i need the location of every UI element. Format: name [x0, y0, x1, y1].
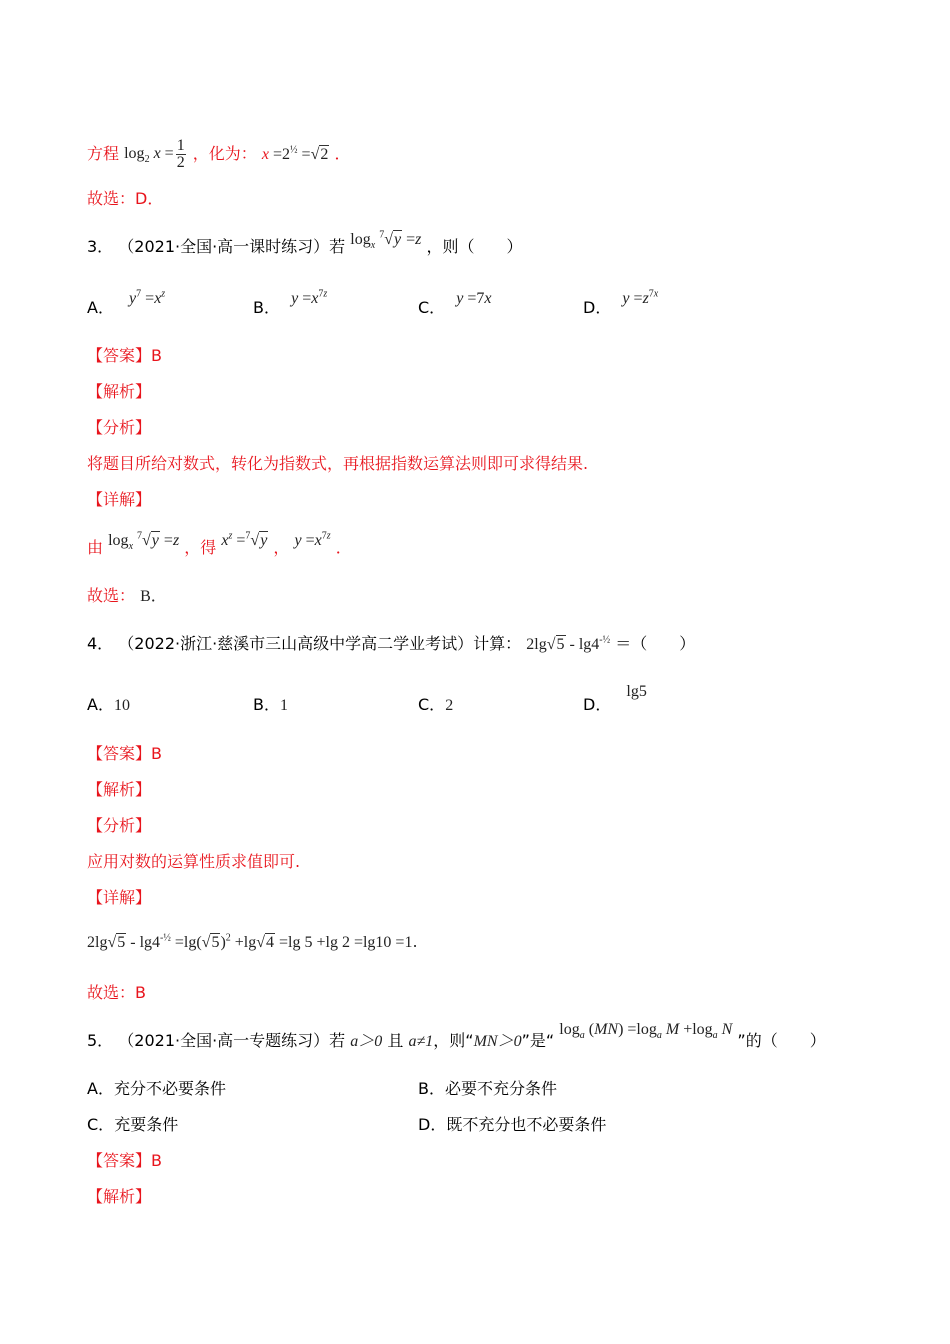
q3-detail-formula-2: $x^z =^7√y$ — [221, 530, 268, 549]
q5-jiexi-heading: 【解析】 — [87, 1187, 152, 1206]
q3-detail-comma: ， — [273, 538, 290, 557]
q4-option-b-value: 1 — [279, 697, 288, 714]
q4-option-c-value: 2 — [445, 697, 454, 714]
prev-eq-end: ． — [334, 144, 351, 163]
q3-option-c-formula: y =7x — [456, 290, 492, 307]
q4-formula: $2\lg√5 - \lg 4^{-\frac{1}{2}}$ — [526, 634, 611, 653]
q5-option-d-letter: D． — [418, 1115, 447, 1134]
q5-option-a[interactable] — [87, 1079, 226, 1099]
q4-option-c[interactable] — [418, 695, 453, 716]
q5-option-c-letter: C． — [87, 1115, 115, 1134]
q5-cond1: a＞0 — [350, 1033, 383, 1050]
q5-number: 5． — [87, 1031, 114, 1050]
q4-stem-end: ＝（ ） — [615, 634, 696, 653]
q3-option-a-letter: A． — [87, 298, 114, 317]
q3-option-c-letter: C． — [418, 298, 446, 317]
prev-conclusion: 故选：D． — [87, 189, 164, 208]
q5-option-a-text: 充分不必要条件 — [113, 1079, 226, 1098]
q4-stem — [87, 634, 695, 655]
q3-detail-you: 由 — [87, 538, 104, 557]
q3-conclusion — [87, 586, 167, 607]
q3-formula: $\log_x ^7√y =z$ — [350, 229, 422, 252]
q4-answer: 【答案】B — [87, 744, 162, 763]
q3-option-b[interactable] — [253, 288, 328, 319]
q5-answer: 【答案】B — [87, 1151, 162, 1170]
q3-answer: 【答案】B — [87, 346, 162, 365]
q4-option-a-letter: A． — [87, 695, 114, 714]
q3-option-d-formula: $y =z^{7x}$ — [622, 288, 659, 307]
q3-detail-line — [87, 530, 352, 559]
q3-option-a-formula: $y^7 =x^z$ — [129, 288, 166, 307]
q5-option-b[interactable] — [418, 1079, 557, 1099]
q3-detail-formula-1: $\log_x ^7√y =z$ — [108, 530, 180, 553]
q5-option-c-text: 充要条件 — [114, 1115, 179, 1134]
q4-source: （2022·浙江·慈溪市三山高级中学高二学业考试）计算： — [118, 634, 522, 653]
prev-eq-result: $x =2^{\frac{1}{2}} =√2$ — [261, 144, 329, 163]
q3-jiexi-heading: 【解析】 — [87, 382, 152, 401]
q4-option-b[interactable] — [253, 695, 288, 716]
q3-detail-end: ． — [335, 538, 352, 557]
q5-option-b-letter: B． — [418, 1079, 445, 1098]
q5-formula: $\log_a (MN) =\log_a$ $M +\log_a$ N — [559, 1021, 733, 1042]
q4-option-d[interactable] — [583, 683, 647, 716]
q4-conclusion: 故选：B — [87, 983, 146, 1002]
q4-option-a-value: 10 — [113, 697, 130, 714]
q4-jiexi-heading: 【解析】 — [87, 780, 152, 799]
q5-ze: ，则“ — [433, 1031, 474, 1050]
prev-eq-formula: $\log_2 x$ = $\frac{1}{2}$ — [124, 137, 185, 171]
q5-option-c[interactable] — [87, 1115, 178, 1135]
q3-analysis-text: 将题目所给对数式，转化为指数式，再根据指数运算法则即可求得结果. — [87, 454, 589, 473]
q4-xiangjie-heading: 【详解】 — [87, 888, 152, 907]
q3-conclusion-prefix: 故选： — [87, 586, 136, 605]
q3-stem-end: ，则（ ） — [426, 237, 523, 256]
q3-detail-formula-3: $y =x^{7z}$ — [294, 530, 331, 549]
q3-detail-de: ，得 — [184, 538, 217, 557]
q4-option-d-letter: D． — [583, 695, 612, 714]
q5-option-b-text: 必要不充分条件 — [444, 1079, 557, 1098]
q4-detail-formula: $2\lg√5 - \lg 4^{-\frac{1}{2}} =\lg(√5)^2 +\lg√4 =\lg$ 5 +lg 2 =lg10 =1. — [87, 932, 418, 951]
q3-number: 3． — [87, 237, 114, 256]
q3-option-c[interactable] — [418, 290, 492, 319]
q5-shi: ”是“ — [521, 1031, 555, 1050]
q5-de: ”的（ ） — [737, 1031, 826, 1050]
q3-stem — [87, 229, 523, 258]
q5-option-a-letter: A． — [87, 1079, 114, 1098]
q4-option-c-letter: C． — [418, 695, 446, 714]
q4-option-b-letter: B． — [253, 695, 280, 714]
prev-equation-line — [87, 138, 350, 171]
q5-mn: MN＞0 — [473, 1033, 522, 1050]
prev-eq-label: 方程 — [87, 144, 120, 163]
q4-number: 4． — [87, 634, 114, 653]
q3-option-b-letter: B． — [253, 298, 280, 317]
q3-option-a[interactable] — [87, 288, 166, 319]
q5-option-d-text: 既不充分也不必要条件 — [446, 1115, 607, 1134]
q3-xiangjie-heading: 【详解】 — [87, 490, 152, 509]
q5-source: （2021·全国·高一专题练习）若 — [118, 1031, 346, 1050]
q5-qie: 且 — [387, 1031, 404, 1050]
q5-stem — [87, 1021, 826, 1052]
q5-cond2: a≠1 — [408, 1033, 434, 1050]
q3-conclusion-value: B． — [140, 588, 167, 605]
q5-option-d[interactable] — [418, 1115, 606, 1135]
q3-source: （2021·全国·高一课时练习）若 — [118, 237, 346, 256]
q4-option-a[interactable] — [87, 695, 130, 716]
q3-fenxi-heading: 【分析】 — [87, 418, 152, 437]
prev-eq-mid: ，化为： — [192, 144, 257, 163]
q4-fenxi-heading: 【分析】 — [87, 816, 152, 835]
q3-option-d[interactable] — [583, 288, 659, 319]
q4-option-d-value: lg5 — [626, 683, 647, 700]
q4-analysis-text: 应用对数的运算性质求值即可. — [87, 852, 301, 871]
q3-option-b-formula: $y =x^{7z}$ — [291, 288, 328, 307]
q3-option-d-letter: D． — [583, 298, 612, 317]
